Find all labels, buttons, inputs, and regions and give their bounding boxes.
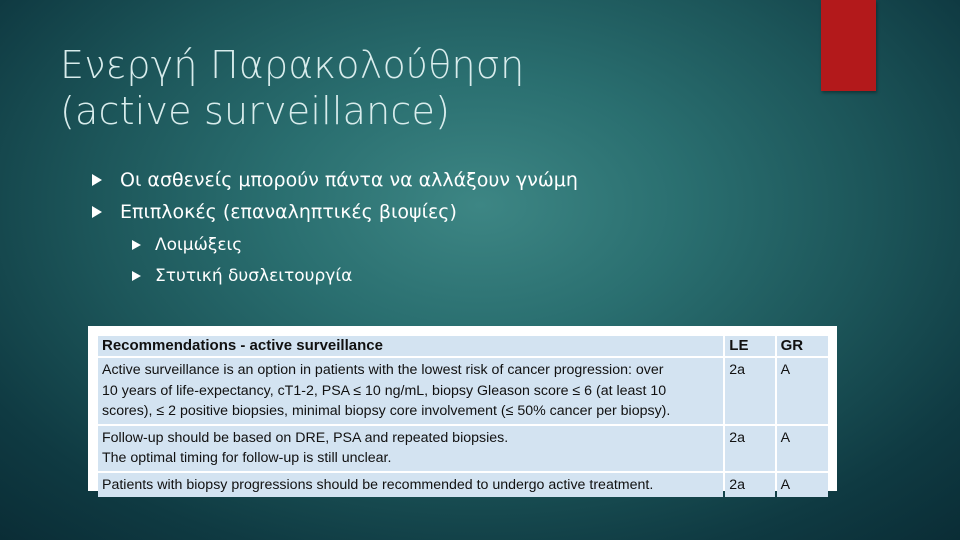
recommendation-cell: [98, 473, 723, 498]
recommendations-grid: [96, 334, 830, 499]
recommendation-cell: [98, 426, 723, 471]
sub-bullet-text: Λοιμώξεις: [155, 234, 243, 255]
gr-cell: A: [777, 473, 828, 498]
bullet-item: [92, 164, 812, 196]
bullet-text: Επιπλοκές (επαναληπτικές βιοψίες): [120, 201, 457, 223]
recommendation-line: The optimal timing for follow-up is still unclear.: [102, 450, 392, 466]
triangle-bullet-icon: [92, 174, 102, 186]
sub-bullet-item: [132, 260, 352, 291]
le-cell: 2a: [725, 473, 774, 498]
table-header-row: [98, 336, 828, 356]
recommendations-table: [88, 326, 837, 491]
triangle-bullet-icon: [92, 206, 102, 218]
recommendation-cell: [98, 358, 723, 424]
accent-tab: [821, 0, 876, 91]
recommendation-line: Follow-up should be based on DRE, PSA and repeated biopsies.: [102, 429, 509, 446]
recommendation-line: 10 years of life-expectancy, cT1-2, PSA ≤ 10 ng/mL, biopsy Gleason score ≤ 6 (at least 10: [102, 382, 667, 399]
triangle-bullet-icon: [132, 240, 141, 250]
recommendation-line: scores), ≤ 2 positive biopsies, minimal biopsy core involvement (≤ 50% cancer per biopsy).: [102, 403, 671, 419]
title-line-1: Ενεργή Παρακολούθηση: [60, 43, 525, 87]
le-cell: 2a: [725, 358, 774, 424]
slide-title: [60, 42, 800, 134]
bullet-text: Οι ασθενείς μπορούν πάντα να αλλάξουν γνώμη: [120, 169, 578, 191]
bullet-list: [92, 164, 812, 228]
table-row: [98, 473, 828, 498]
table-row: [98, 358, 828, 424]
bullet-item: [92, 196, 812, 228]
header-gr: GR: [777, 336, 828, 356]
header-recommendations: Recommendations - active surveillance: [98, 336, 723, 356]
sub-bullet-item: [132, 229, 352, 260]
gr-cell: A: [777, 426, 828, 471]
header-le: LE: [725, 336, 774, 356]
gr-cell: A: [777, 358, 828, 424]
le-cell: 2a: [725, 426, 774, 471]
table-row: [98, 426, 828, 471]
sub-bullet-list: [132, 229, 352, 291]
recommendation-line: Active surveillance is an option in patients with the lowest risk of cancer progression: over: [102, 362, 664, 378]
sub-bullet-text: Στυτική δυσλειτουργία: [155, 265, 353, 286]
recommendation-line: Patients with biopsy progressions should be recommended to undergo active treatment.: [102, 476, 654, 493]
title-line-2: (active surveillance): [60, 89, 451, 133]
triangle-bullet-icon: [132, 271, 141, 281]
